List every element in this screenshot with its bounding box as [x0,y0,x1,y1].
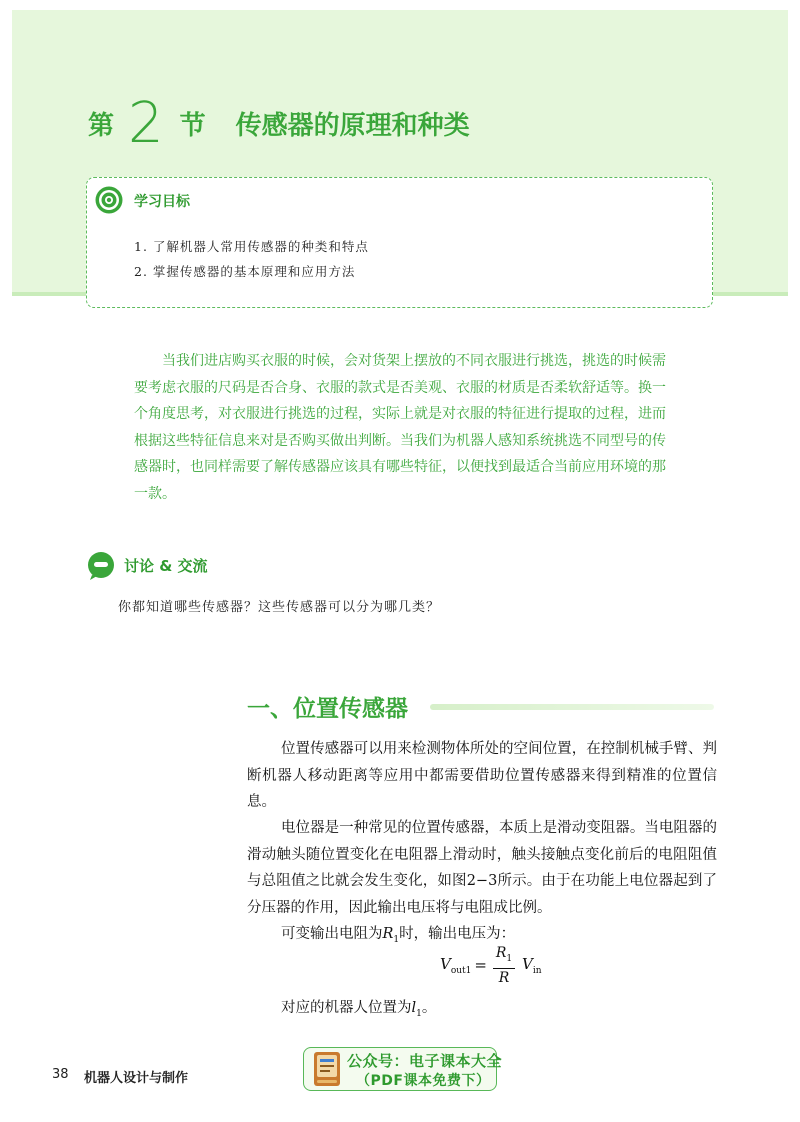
voltage-formula [440,944,542,987]
robot-position-end: 。 [421,1000,437,1016]
section-suffix: 节 [179,111,206,141]
objective-item-2: 2. 掌握传感器的基本原理和应用方法 [134,264,356,279]
promo-line-2: （PDF课本免费下） [356,1073,491,1089]
output-resistance-text: 可变输出电阻为 [281,926,383,942]
body-text-2: 电位器是一种常见的位置传感器，本质上是滑动变阻器。当电阻器的滑动触头随位置变化在电阻器上滑动时，触头接触点变化前后的电阻阻值与总阻值之比就会发生变化，如图2−3所示。由于在功能上电位器起到了分压器的作用，因此输出电压将与电阻成比例。 [247,820,717,916]
body-paragraph-2 [247,815,717,921]
objective-item-1: 1. 了解机器人常用传感器的种类和特点 [134,239,369,254]
body-text-4 [247,995,717,1027]
section-number: 2 [128,91,164,156]
formula-numerator-sub: 1 [506,953,513,964]
promo-line-1: 公众号：电子课本大全 [347,1052,503,1070]
intro-text: 当我们进店购买衣服的时候，会对货架上摆放的不同衣服进行挑选，挑选的时候需要考虑衣服的尺码是否合身、衣服的款式是否美观、衣服的材质是否柔软舒适等。换一个角度思考，对衣服进行挑选的过程，实际上就是对衣服的特征进行提取的过程，进而根据这些特征信息来对是否购买做出判断。当我们为机器人感知系统挑选不同型号的传感器时，也同样需要了解传感器应该具有哪些特征，以便找到最适合当前应用环境的那一款。 [134,353,666,502]
robot-position-text: 对应的机器人位置为 [281,1000,412,1016]
formula-lhs: V [440,954,451,973]
section-name: 传感器的原理和种类 [235,111,470,141]
section-title [88,91,470,156]
book-title: 机器人设计与制作 [84,1071,189,1086]
speech-bubble-icon [86,551,116,581]
formula-rhs: V [521,954,533,973]
page-number: 38 [52,1067,69,1082]
target-icon [94,185,124,215]
var-l: l [411,1000,417,1016]
var-r: R [382,926,394,942]
var-l-sub: 1 [416,1008,422,1019]
body-text-1: 位置传感器可以用来检测物体所处的空间位置，在控制机械手臂、判断机器人移动距离等应用中都需要借助位置传感器来得到精准的位置信息。 [247,741,717,810]
subsection-rule [430,704,714,710]
formula-numerator: R [495,945,507,961]
formula-rhs-sub: in [532,965,542,976]
discussion-label: 讨论 & 交流 [124,557,208,575]
book-icon [313,1051,341,1087]
section-prefix: 第 [88,111,115,141]
subsection-title: 一、位置传感器 [247,696,408,722]
formula-denominator: R [498,969,510,986]
objectives-label: 学习目标 [134,194,190,210]
discussion-question: 你都知道哪些传感器？这些传感器可以分为哪几类？ [118,600,441,615]
var-r-sub: 1 [393,934,400,945]
body-paragraph-1 [247,736,717,816]
intro-paragraph [134,348,666,507]
body-paragraph-4 [247,995,717,1027]
output-voltage-text: 时，输出电压为： [399,926,516,942]
formula-equals: = [474,956,487,975]
formula-lhs-sub: out1 [450,965,472,976]
